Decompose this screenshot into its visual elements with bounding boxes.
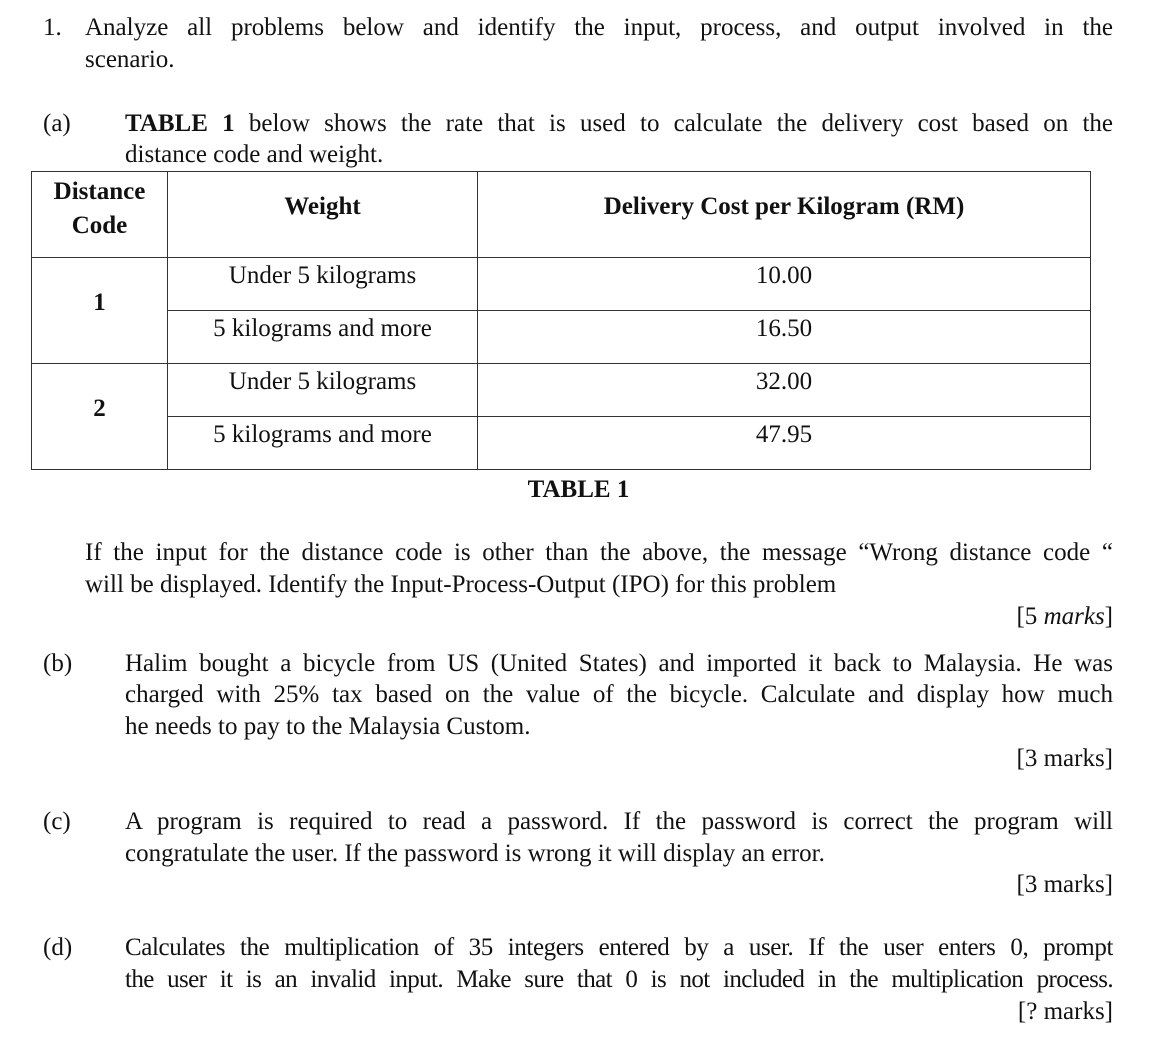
cost-cell: [478, 311, 1091, 364]
header-weight: [168, 172, 478, 258]
part-b-marks: [3 marks]: [1016, 745, 1113, 772]
header-text: Weight: [284, 192, 361, 220]
part-a-after-line: will be displayed. Identify the Input-Process-Output (IPO) for this problem: [85, 571, 837, 598]
part-c-text-line: A program is required to read a password. If the password is correct the program will: [125, 808, 1113, 835]
weight-cell: [168, 258, 478, 311]
part-b-text-line: he needs to pay to the Malaysia Custom.: [125, 713, 531, 740]
distance-code: 1: [93, 288, 106, 316]
table-reference: TABLE 1: [125, 110, 235, 137]
distance-code: 2: [93, 394, 106, 422]
distance-code-cell: [32, 258, 168, 364]
part-b-text-line: charged with 25% tax based on the value of the bicycle. Calculate and display how much: [125, 681, 1113, 708]
weight-cell: [168, 364, 478, 417]
weight-cell: [168, 311, 478, 364]
part-a-text-line: distance code and weight.: [125, 141, 384, 168]
cost-text: 32.00: [755, 368, 813, 395]
part-d-text-line: the user it is an invalid input. Make sure that 0 is not included in the multiplication process.: [125, 966, 1113, 993]
cost-cell: [478, 364, 1091, 417]
part-c-text-line: congratulate the user. If the password is wrong it will display an error.: [125, 840, 825, 867]
part-a-text: below shows the rate that is used to calculate the delivery cost based on the: [234, 110, 1113, 137]
table-row: [32, 364, 1091, 417]
part-a-after-line: If the input for the distance code is other than the above, the message “Wrong distance code “: [85, 539, 1113, 566]
part-a-text-line: [125, 109, 1113, 139]
header-distance-code: [32, 172, 168, 258]
part-b-text-line: Halim bought a bicycle from US (United States) and imported it back to Malaysia. He was: [125, 650, 1113, 677]
part-c-marks: [3 marks]: [1016, 871, 1113, 898]
part-b-label: (b): [43, 650, 73, 677]
cost-text: 10.00: [755, 262, 813, 289]
part-d-marks: [? marks]: [1017, 998, 1113, 1025]
table-header-row: [32, 172, 1091, 258]
table-caption: TABLE 1: [527, 476, 630, 503]
question-text-line: scenario.: [85, 46, 175, 73]
weight-text: 5 kilograms and more: [213, 315, 432, 342]
question-text-line: Analyze all problems below and identify the input, process, and output involved in the: [85, 14, 1113, 41]
marks-open: [5: [1016, 603, 1044, 630]
part-a-label: (a): [43, 110, 71, 137]
delivery-rate-table: [31, 171, 1091, 470]
weight-cell: [168, 417, 478, 470]
table-row: [32, 417, 1091, 470]
cost-text: 47.95: [755, 421, 813, 448]
part-c-label: (c): [43, 808, 71, 835]
header-text: Code: [71, 211, 128, 239]
weight-text: Under 5 kilograms: [228, 368, 417, 395]
cost-text: 16.50: [755, 315, 813, 342]
marks-close: ]: [1104, 603, 1113, 630]
cost-cell: [478, 417, 1091, 470]
question-number: 1.: [43, 14, 62, 41]
table-row: [32, 258, 1091, 311]
part-a-marks: [1016, 602, 1113, 632]
distance-code-cell: [32, 364, 168, 470]
header-cost: [478, 172, 1091, 258]
part-d-text-line: Calculates the multiplication of 35 integers entered by a user. If the user enters 0, prompt: [125, 934, 1113, 961]
header-text: Delivery Cost per Kilogram (RM): [603, 192, 965, 220]
weight-text: 5 kilograms and more: [213, 421, 432, 448]
weight-text: Under 5 kilograms: [228, 262, 417, 289]
header-text: Distance: [53, 177, 146, 205]
cost-cell: [478, 258, 1091, 311]
table-row: [32, 311, 1091, 364]
marks-word: marks: [1043, 603, 1105, 630]
part-d-label: (d): [43, 934, 73, 961]
